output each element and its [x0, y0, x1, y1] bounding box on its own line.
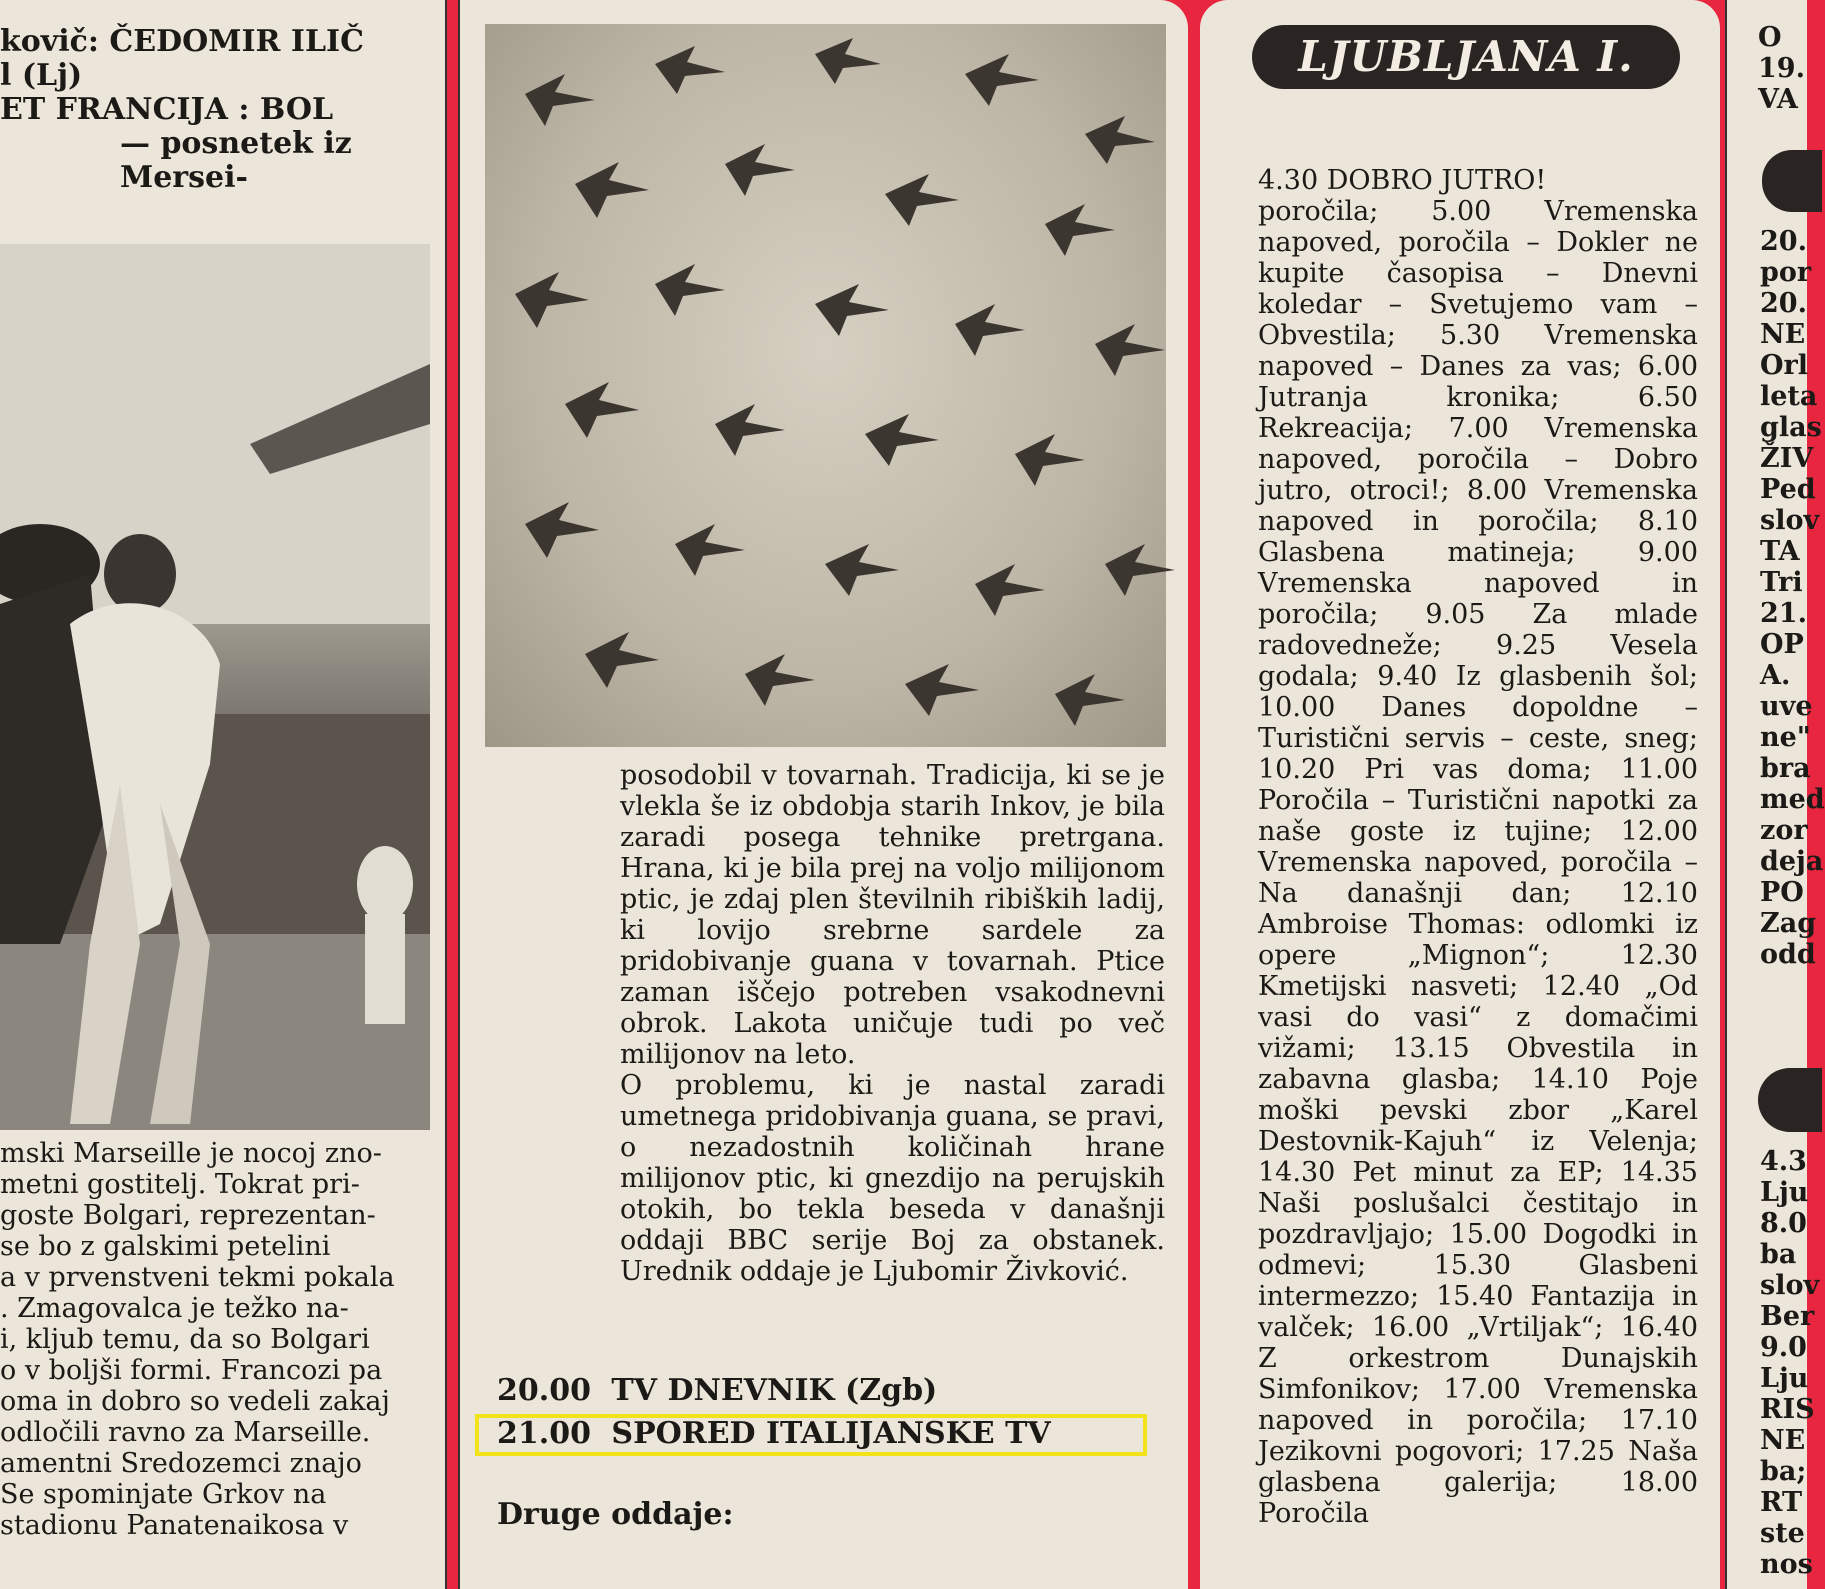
- text-line: se bo z galskimi petelini: [0, 1231, 331, 1262]
- stub-line: ste: [1760, 1518, 1805, 1549]
- stub-line: NE: [1760, 1425, 1806, 1456]
- stub-line: 20.: [1760, 288, 1807, 319]
- text-line: i, kljub temu, da so Bolgari: [0, 1324, 370, 1355]
- headline-line: — posnetek iz Mersei-: [120, 126, 352, 195]
- stub-line: NE: [1760, 319, 1806, 350]
- schedule-title: SPORED ITALIJANSKE TV: [611, 1416, 1051, 1451]
- headline-line: l (Lj): [0, 58, 83, 93]
- schedule-title: TV DNEVNIK (Zgb): [611, 1373, 938, 1408]
- stub-line: 20.: [1760, 226, 1807, 257]
- stub-line: Tri: [1760, 567, 1803, 598]
- stub-line: ne": [1760, 722, 1811, 753]
- text-line: o v boljši formi. Francozi pa: [0, 1355, 383, 1386]
- stub-line: 19.: [1758, 53, 1805, 84]
- stub-line: O: [1758, 22, 1782, 53]
- stub-line: OP: [1760, 629, 1804, 660]
- stub-line: por: [1760, 257, 1812, 288]
- left-headline: [0, 25, 420, 195]
- stub-line: PO: [1760, 877, 1804, 908]
- text-line: metni gostitelj. Tokrat pri-: [0, 1169, 360, 1200]
- headline-line: kovič: ČEDOMIR ILIČ: [0, 24, 364, 59]
- headline-line: ET FRANCIJA : BOL: [0, 92, 334, 127]
- stub-line: Ber: [1760, 1301, 1815, 1332]
- left-article: [0, 1138, 430, 1541]
- stub-line: Lju: [1760, 1177, 1809, 1208]
- stub-line: slov: [1760, 1270, 1820, 1301]
- stub-line: A.: [1760, 660, 1791, 691]
- football-photo: [0, 244, 430, 1130]
- stub-line: ba;: [1760, 1456, 1807, 1487]
- text-line: stadionu Panatenaikosa v: [0, 1510, 349, 1541]
- schedule-row: [497, 1417, 1147, 1451]
- stub-line: zor: [1760, 815, 1808, 846]
- text-line: Se spominjate Grkov na: [0, 1479, 327, 1510]
- stub-line: RIS: [1760, 1394, 1815, 1425]
- stub-line: 21.: [1760, 598, 1807, 629]
- stub-line: VA: [1758, 84, 1798, 115]
- text-line: a v prvenstveni tekmi pokala: [0, 1262, 395, 1293]
- far-right-mid: [1760, 226, 1825, 970]
- article-paragraph: O problemu, ki je nastal zaradi umetnega pridobivanja guana, se pravi, o nezadostnih količinah hrane milijonov ptic, ki gnezdijo na perujskih otokih, bo tekla beseda v današnji oddaji BBC serije Boj za obstanek. Urednik oddaje je Ljubomir Živković.: [620, 1070, 1165, 1287]
- stub-line: 9.0: [1760, 1332, 1807, 1363]
- stub-line: Ped: [1760, 474, 1816, 505]
- schedule-time: 21.00: [497, 1416, 591, 1451]
- bird-article: [620, 760, 1165, 1287]
- text-line: odločili ravno za Marseille.: [0, 1417, 371, 1448]
- birds-photo-art: [485, 24, 1166, 747]
- article-paragraph: posodobil v tovarnah. Tradicija, ki se je vlekla še iz obdobja starih Inkov, je bila zaradi posega tehnike pretrgana. Hrana, ki je bila prej na voljo milijonom ptic, je zdaj plen številnih ribiških ladij, ki lovijo srebrne sardele za pridobivanje guana v tovarnah. Ptice zaman iščejo potreben vsakodnevni obrok. Lakota uničuje tudi po več milijonov na leto.: [620, 760, 1165, 1070]
- stub-line: slov: [1760, 505, 1820, 536]
- far-right-bottom: [1760, 1146, 1819, 1580]
- schedule-row: [497, 1374, 1147, 1408]
- stub-line: Orl: [1760, 350, 1809, 381]
- stub-line: TA: [1760, 536, 1800, 567]
- stub-line: 8.0: [1760, 1208, 1807, 1239]
- schedule-time: 20.00: [497, 1373, 591, 1408]
- stub-line: RT: [1760, 1487, 1803, 1518]
- text-line: . Zmagovalca je težko na-: [0, 1293, 349, 1324]
- program-first-line: 4.30 DOBRO JUTRO!: [1258, 165, 1547, 196]
- stub-line: bra: [1760, 753, 1811, 784]
- program-text: poročila; 5.00 Vremenska napoved, poročila – Dokler ne kupite časopisa – Dnevni koledar – Svetujemo vam – Obvestila; 5.30 Vremenska napoved – Danes za vas; 6.00 Jutranja kronika; 6.50 Rekreacija; 7.00 Vremenska napoved, poročila – Dobro jutro, otroci!; 8.00 Vremenska napoved in poročila; 8.10 Glasbena matineja; 9.00 Vremenska napoved in poročila; 9.05 Za mlade radovedneže; 9.25 Vesela godala; 9.40 Iz glasbenih šol; 10.00 Danes dopoldne – Turistični servis – ceste, sneg; 10.20 Pri vas doma; 11.00 Poročila – Turistični napotki za naše goste iz tujine; 12.00 Vremenska napoved, poročila – Na današnji dan; 12.10 Ambroise Thomas: odlomki iz opere „Mignon“; 12.30 Kmetijski nasveti; 12.40 „Od vasi do vasi“ z domačimi vižami; 13.15 Obvestila in zabavna glasba; 14.10 Poje moški pevski zbor „Karel Destovnik-Kajuh“ iz Velenja; 14.30 Pet minut za EP; 14.35 Naši poslušalci čestitajo in pozdravljajo; 15.00 Dogodki in odmevi; 15.30 Glasbeni intermezzo; 15.40 Fantazija in valček; 16.00 „Vrtiljak“; 16.40 Z orkestrom Dunajskih Simfonikov; 17.00 Vremenska napoved in poročila; 17.10 Jezikovni pogovori; 17.25 Naša glasbena galerija; 18.00 Poročila: [1258, 196, 1698, 1529]
- text-line: amentni Sredozemci znajo: [0, 1448, 362, 1479]
- football-photo-art: [0, 244, 430, 1130]
- far-right-badge: [1762, 150, 1822, 212]
- other-programs-heading: Druge oddaje:: [497, 1497, 734, 1532]
- text-line: goste Bolgari, reprezentan-: [0, 1200, 376, 1231]
- stub-line: 4.3: [1760, 1146, 1807, 1177]
- stub-line: med: [1760, 784, 1825, 815]
- ljubljana-badge: LJUBLJANA I.: [1252, 25, 1680, 89]
- far-right-badge: [1758, 1068, 1822, 1132]
- stub-line: leta: [1760, 381, 1818, 412]
- stub-line: odd: [1760, 939, 1816, 970]
- stub-line: uve: [1760, 691, 1813, 722]
- radio-program: [1258, 196, 1698, 1529]
- stub-line: glas: [1760, 412, 1822, 443]
- birds-photo: [485, 24, 1166, 747]
- text-line: oma in dobro so vedeli zakaj: [0, 1386, 390, 1417]
- stub-line: ŽIV: [1760, 443, 1814, 474]
- stub-line: deja: [1760, 846, 1824, 877]
- stub-line: nos: [1760, 1549, 1813, 1580]
- stub-line: ba: [1760, 1239, 1797, 1270]
- far-right-top: [1758, 22, 1805, 115]
- stub-line: Zag: [1760, 908, 1817, 939]
- text-line: mski Marseille je nocoj zno-: [0, 1138, 382, 1169]
- stub-line: Lju: [1760, 1363, 1809, 1394]
